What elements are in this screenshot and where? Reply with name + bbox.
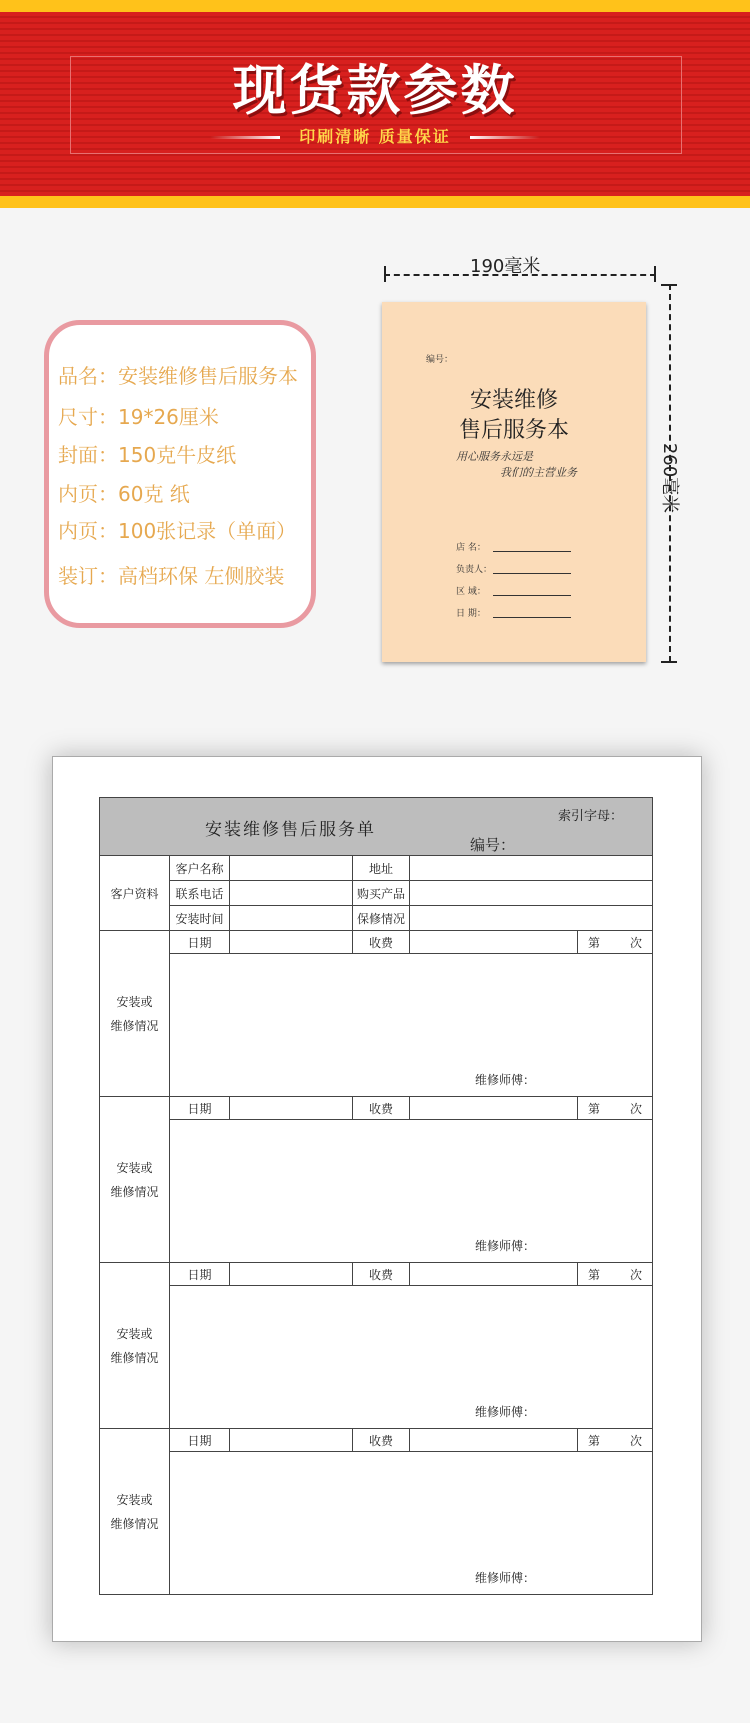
record-fee-label: 收费 [353,1263,410,1286]
record-date-label: 日期 [170,1097,230,1120]
book-slogan-line-1: 用心服务永远是 [456,450,533,463]
record-count: 第 次 [578,1263,653,1286]
record-count: 第 次 [578,1429,653,1452]
record-details-area[interactable] [170,1452,653,1595]
record-count: 第 次 [578,1097,653,1120]
book-field-manager: 负责人： [456,565,493,575]
record-section-label: 安装或 维修情况 [100,1097,170,1263]
record-date-value[interactable] [230,1097,353,1120]
install-time-label: 安装时间 [170,906,230,931]
banner-subtitle: 印刷清晰 质量保证 [299,127,451,146]
record-date-value[interactable] [230,931,353,954]
technician-label: 维修师傅： [475,1239,536,1253]
height-dimension-label: 260毫米 [659,442,681,514]
book-field-date: 日 期： [456,609,486,619]
record-count: 第 次 [578,931,653,954]
form-index-label: 索引字母： [558,809,624,824]
phone-label: 联系电话 [170,881,230,906]
record-section-label: 安装或 维修情况 [100,931,170,1097]
record-details-area[interactable] [170,1120,653,1263]
book-slogan-line-2: 我们的主营业务 [500,466,577,479]
book-title-line-1: 安装维修 [469,388,558,413]
customer-name-value[interactable] [230,856,353,881]
height-dimension-tick-top [661,284,677,286]
phone-value[interactable] [230,881,353,906]
product-label: 购买产品 [353,881,410,906]
form-code-label: 编号： [470,836,516,854]
banner-title: 现货款参数 [232,59,518,122]
product-value[interactable] [410,881,653,906]
warranty-label: 保修情况 [353,906,410,931]
book-field-date-line [493,617,571,618]
service-form-table [99,797,653,1595]
book-title-line-2: 售后服务本 [458,418,569,443]
width-dimension-tick-right [654,266,656,282]
address-value[interactable] [410,856,653,881]
spec-inner-pages: 内页：100张记录（单面） [58,519,297,543]
spec-name: 品名：安装维修售后服务本 [58,364,298,388]
book-field-region: 区 域： [456,587,486,597]
record-date-label: 日期 [170,931,230,954]
record-section-label: 安装或 维修情况 [100,1263,170,1429]
record-fee-label: 收费 [353,931,410,954]
book-number-label: 编号： [426,355,454,365]
book-field-region-line [493,595,571,596]
record-fee-label: 收费 [353,1097,410,1120]
record-date-value[interactable] [230,1429,353,1452]
record-details-area[interactable] [170,1286,653,1429]
spec-size: 尺寸：19*26厘米 [58,405,219,429]
record-date-label: 日期 [170,1429,230,1452]
form-header [100,798,653,856]
technician-label: 维修师傅： [475,1073,536,1087]
warranty-value[interactable] [410,906,653,931]
book-field-shop: 店 名： [456,543,486,553]
spec-cover: 封面：150克牛皮纸 [58,443,237,467]
spec-binding: 装订：高档环保 左侧胶装 [58,564,285,588]
customer-section-label: 客户资料 [100,856,170,931]
record-date-value[interactable] [230,1263,353,1286]
install-time-value[interactable] [230,906,353,931]
technician-label: 维修师傅： [475,1571,536,1585]
record-fee-value[interactable] [410,1263,578,1286]
form-title: 安装维修售后服务单 [205,820,376,840]
address-label: 地址 [353,856,410,881]
book-field-shop-line [493,551,571,552]
record-fee-label: 收费 [353,1429,410,1452]
technician-label: 维修师傅： [475,1405,536,1419]
record-details-area[interactable] [170,954,653,1097]
customer-name-label: 客户名称 [170,856,230,881]
record-date-label: 日期 [170,1263,230,1286]
record-fee-value[interactable] [410,931,578,954]
record-fee-value[interactable] [410,1429,578,1452]
height-dimension-tick-bottom [661,661,677,663]
record-section-label: 安装或 维修情况 [100,1429,170,1595]
book-field-manager-line [493,573,571,574]
width-dimension-label: 190毫米 [470,256,541,277]
book-cover [382,302,646,662]
width-dimension-tick-left [384,266,386,282]
spec-inner-paper: 内页：60克 纸 [58,482,190,506]
record-fee-value[interactable] [410,1097,578,1120]
